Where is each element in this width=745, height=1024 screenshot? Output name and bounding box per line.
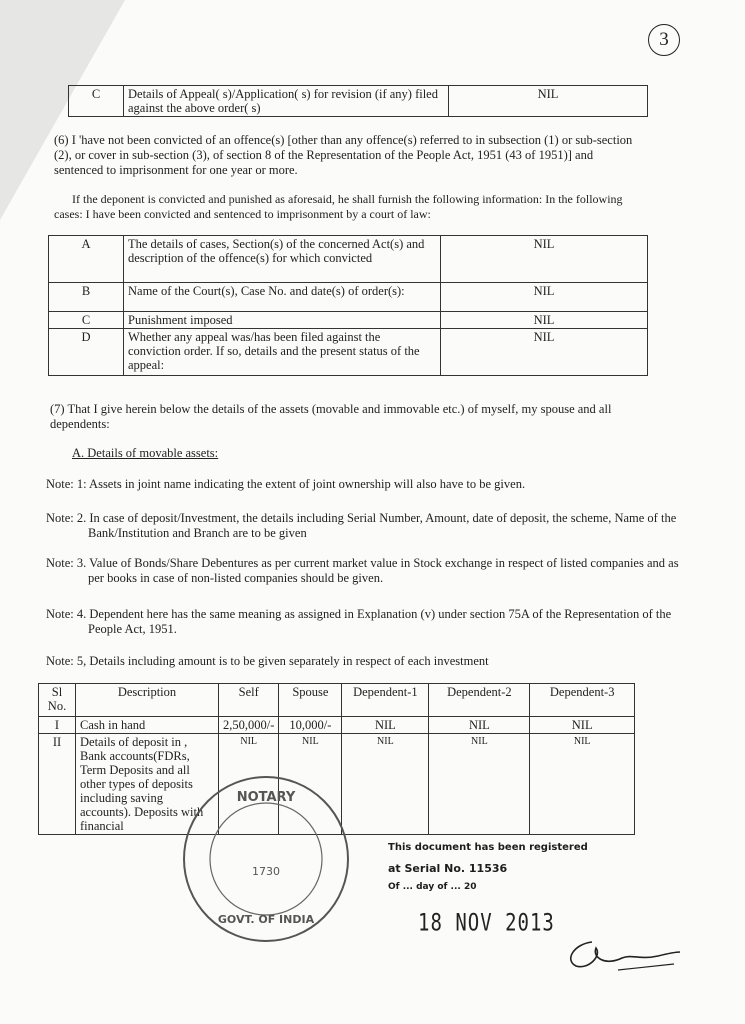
movable-assets-heading: A. Details of movable assets:: [72, 446, 219, 460]
column-header: Dependent-1: [342, 684, 429, 717]
table-cell: II: [39, 734, 76, 835]
row-value: NIL: [441, 329, 648, 376]
table-cell: Cash in hand: [76, 717, 219, 734]
registration-line-3: Of ... day of ... 20: [388, 882, 477, 892]
row-value: NIL: [441, 236, 648, 283]
seal-bottom-text: GOVT. OF INDIA: [217, 913, 315, 926]
column-header: Spouse: [279, 684, 342, 717]
table-row: [49, 312, 648, 329]
table-cell: NIL: [219, 734, 279, 835]
appeal-table: [68, 85, 648, 117]
row-label: D: [49, 329, 124, 376]
date-stamp: 18 NOV 2013: [418, 909, 555, 937]
para-6-followup: If the deponent is convicted and punished as aforesaid, he shall furnish the following information: In the following cases: I have been convicted and sentenced to imprisonment by a court of law:: [54, 192, 623, 221]
table-cell: NIL: [429, 717, 530, 734]
seal-top-text: NOTARY: [236, 790, 296, 805]
note-3: Note: 3. Value of Bonds/Share Debentures as per current market value in Stock exchange in respect of listed companies and as per books in case of non-listed companies should be given.: [46, 556, 679, 585]
row-description: Punishment imposed: [124, 312, 441, 329]
table-cell: NIL: [530, 734, 635, 835]
notary-seal: [180, 773, 352, 945]
row-label: C: [69, 86, 124, 117]
table-row: [69, 86, 648, 117]
column-header: Dependent-3: [530, 684, 635, 717]
table-cell: Details of deposit in , Bank accounts(FDRs, Term Deposits and all other types of deposits including saving accounts). Deposits with financial: [76, 734, 219, 835]
row-value: NIL: [449, 86, 648, 117]
note-1: Note: 1: Assets in joint name indicating the extent of joint ownership will also have to be given.: [46, 477, 526, 491]
page-number: 3: [648, 24, 680, 56]
table-row: [39, 717, 635, 734]
table-cell: NIL: [279, 734, 342, 835]
note-4: Note: 4. Dependent here has the same meaning as assigned in Explanation (v) under section 75A of the Representation of the People Act, 1951.: [46, 607, 672, 636]
column-header: Sl No.: [39, 684, 76, 717]
row-value: NIL: [441, 283, 648, 312]
table-cell: NIL: [342, 734, 429, 835]
table-cell: 2,50,000/-: [219, 717, 279, 734]
row-description: Name of the Court(s), Case No. and date(s) of order(s):: [124, 283, 441, 312]
note-2: Note: 2. In case of deposit/Investment, the details including Serial Number, Amount, date of deposit, the scheme, Name of the Bank/Institution and Branch are to be given: [46, 511, 677, 540]
table-cell: 10,000/-: [279, 717, 342, 734]
seal-number: 1730: [252, 865, 280, 878]
row-description: Details of Appeal( s)/Application( s) for revision (if any) filed against the above order( s): [124, 86, 449, 117]
signature: [562, 930, 682, 980]
row-description: Whether any appeal was/has been filed against the conviction order. If so, details and the present status of the appeal:: [124, 329, 441, 376]
table-row: [49, 236, 648, 283]
para-7-text: (7) That I give herein below the details of the assets (movable and immovable etc.) of myself, my spouse and all dependents:: [50, 402, 612, 431]
row-label: B: [49, 283, 124, 312]
table-header-row: [39, 684, 635, 717]
registration-line-2: at Serial No. 11536: [388, 862, 508, 875]
table-cell: NIL: [429, 734, 530, 835]
row-value: NIL: [441, 312, 648, 329]
table-cell: NIL: [530, 717, 635, 734]
column-header: Self: [219, 684, 279, 717]
row-description: The details of cases, Section(s) of the concerned Act(s) and description of the offence(s) for which convicted: [124, 236, 441, 283]
row-label: C: [49, 312, 124, 329]
table-row: [49, 283, 648, 312]
conviction-table: [48, 235, 648, 376]
registration-line-1: This document has been registered: [388, 842, 588, 853]
row-label: A: [49, 236, 124, 283]
column-header: Dependent-2: [429, 684, 530, 717]
column-header: Description: [76, 684, 219, 717]
table-cell: NIL: [342, 717, 429, 734]
note-5: Note: 5, Details including amount is to be given separately in respect of each investment: [46, 654, 489, 668]
table-row: [49, 329, 648, 376]
para-6-text: (6) I 'have not been convicted of an offence(s) [other than any offence(s) referred to in subsection (1) or sub-section (2), or cover in sub-section (3), of section 8 of the Representation of the People Act, 1951 (43 of 1951)] and sentenced to imprisonment for one year or more.: [54, 133, 633, 177]
table-cell: I: [39, 717, 76, 734]
